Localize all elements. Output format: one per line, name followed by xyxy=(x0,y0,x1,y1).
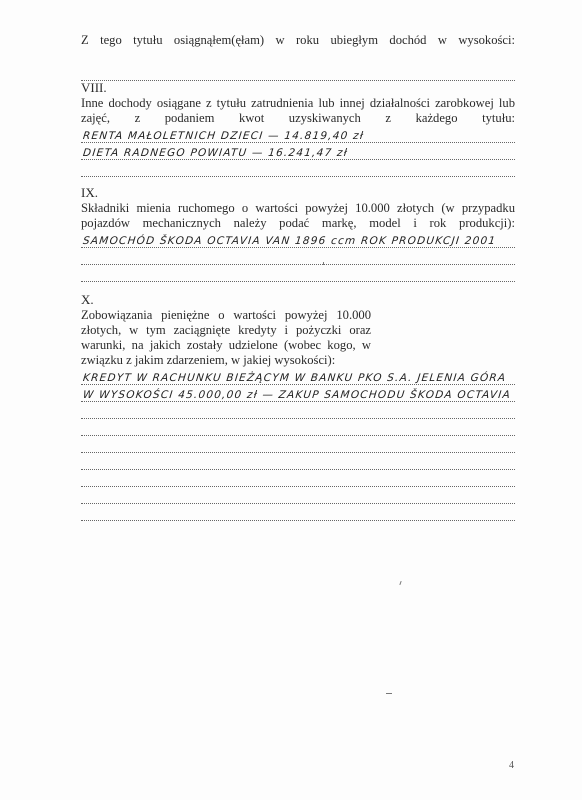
scan-speck-2 xyxy=(386,693,392,694)
section-viii-dotted-line xyxy=(81,161,515,177)
section-x-dotted-line-6 xyxy=(81,488,515,504)
section-x-dotted-line-2 xyxy=(81,420,515,436)
page-number: 4 xyxy=(509,760,514,771)
section-x-text: Zobowiązania pieniężne o wartości powyżej 10.000 złotych, w tym zaciągnięte kredyty i pożyczki oraz warunki, na jakich zostały udzielone (wobec kogo, w związku z jakim zdarzeniem, w jakiej wysokości): xyxy=(81,308,371,367)
scan-speck-1 xyxy=(399,581,401,585)
section-ix-text: Składniki mienia ruchomego o wartości powyżej 10.000 złotych (w przypadku pojazdów mechanicznych należy podać markę, model i rok produkcji): xyxy=(81,201,515,230)
section-x-dotted-line-5 xyxy=(81,471,515,487)
section-x-dotted-line-1 xyxy=(81,403,515,419)
section-viii-heading: VIII. xyxy=(81,80,107,95)
section-viii-entry-2: DIETA RADNEGO POWIATU — 16.241,47 zł xyxy=(82,147,349,159)
section-x-entry-1-line xyxy=(81,369,515,385)
section-ix xyxy=(81,185,515,282)
section-x-entry-2: W WYSOKOŚCI 45.000,00 zł — ZAKUP SAMOCHODU ŠKODA OCTAVIA xyxy=(82,389,512,401)
intro-dotted-line xyxy=(81,65,515,81)
section-viii-text: Inne dochody osiągane z tytułu zatrudnienia lub innej działalności zarobkowej lub zajęć, z podaniem kwot uzyskiwanych z każdego tytułu: xyxy=(81,96,515,125)
section-x-dotted-line-7 xyxy=(81,505,515,521)
scan-speck-3 xyxy=(323,262,324,265)
section-x-entry-2-line xyxy=(81,386,515,402)
section-viii-entry-1-line xyxy=(81,127,515,143)
section-ix-entry-1: SAMOCHÓD ŠKODA OCTAVIA VAN 1896 ccm ROK PRODUKCJI 2001 xyxy=(82,235,497,247)
section-ix-heading: IX. xyxy=(81,185,98,200)
section-ix-entry-1-line xyxy=(81,232,515,248)
section-viii xyxy=(81,80,515,177)
section-x-dotted-line-4 xyxy=(81,454,515,470)
section-ix-dotted-line-1 xyxy=(81,249,515,265)
intro-text: Z tego tytułu osiągnąłem(ęłam) w roku ubiegłym dochód w wysokości: xyxy=(81,33,515,47)
section-x-entry-1: KREDYT W RACHUNKU BIEŻĄCYM W BANKU PKO S.A. JELENIA GÓRA xyxy=(82,372,507,384)
section-viii-entry-2-line xyxy=(81,144,515,160)
section-x xyxy=(81,292,515,521)
section-x-heading: X. xyxy=(81,292,94,307)
section-x-dotted-line-3 xyxy=(81,437,515,453)
section-viii-entry-1: RENTA MAŁOLETNICH DZIECI — 14.819,40 zł xyxy=(82,130,365,142)
section-ix-dotted-line-2 xyxy=(81,266,515,282)
intro-block xyxy=(81,33,515,81)
